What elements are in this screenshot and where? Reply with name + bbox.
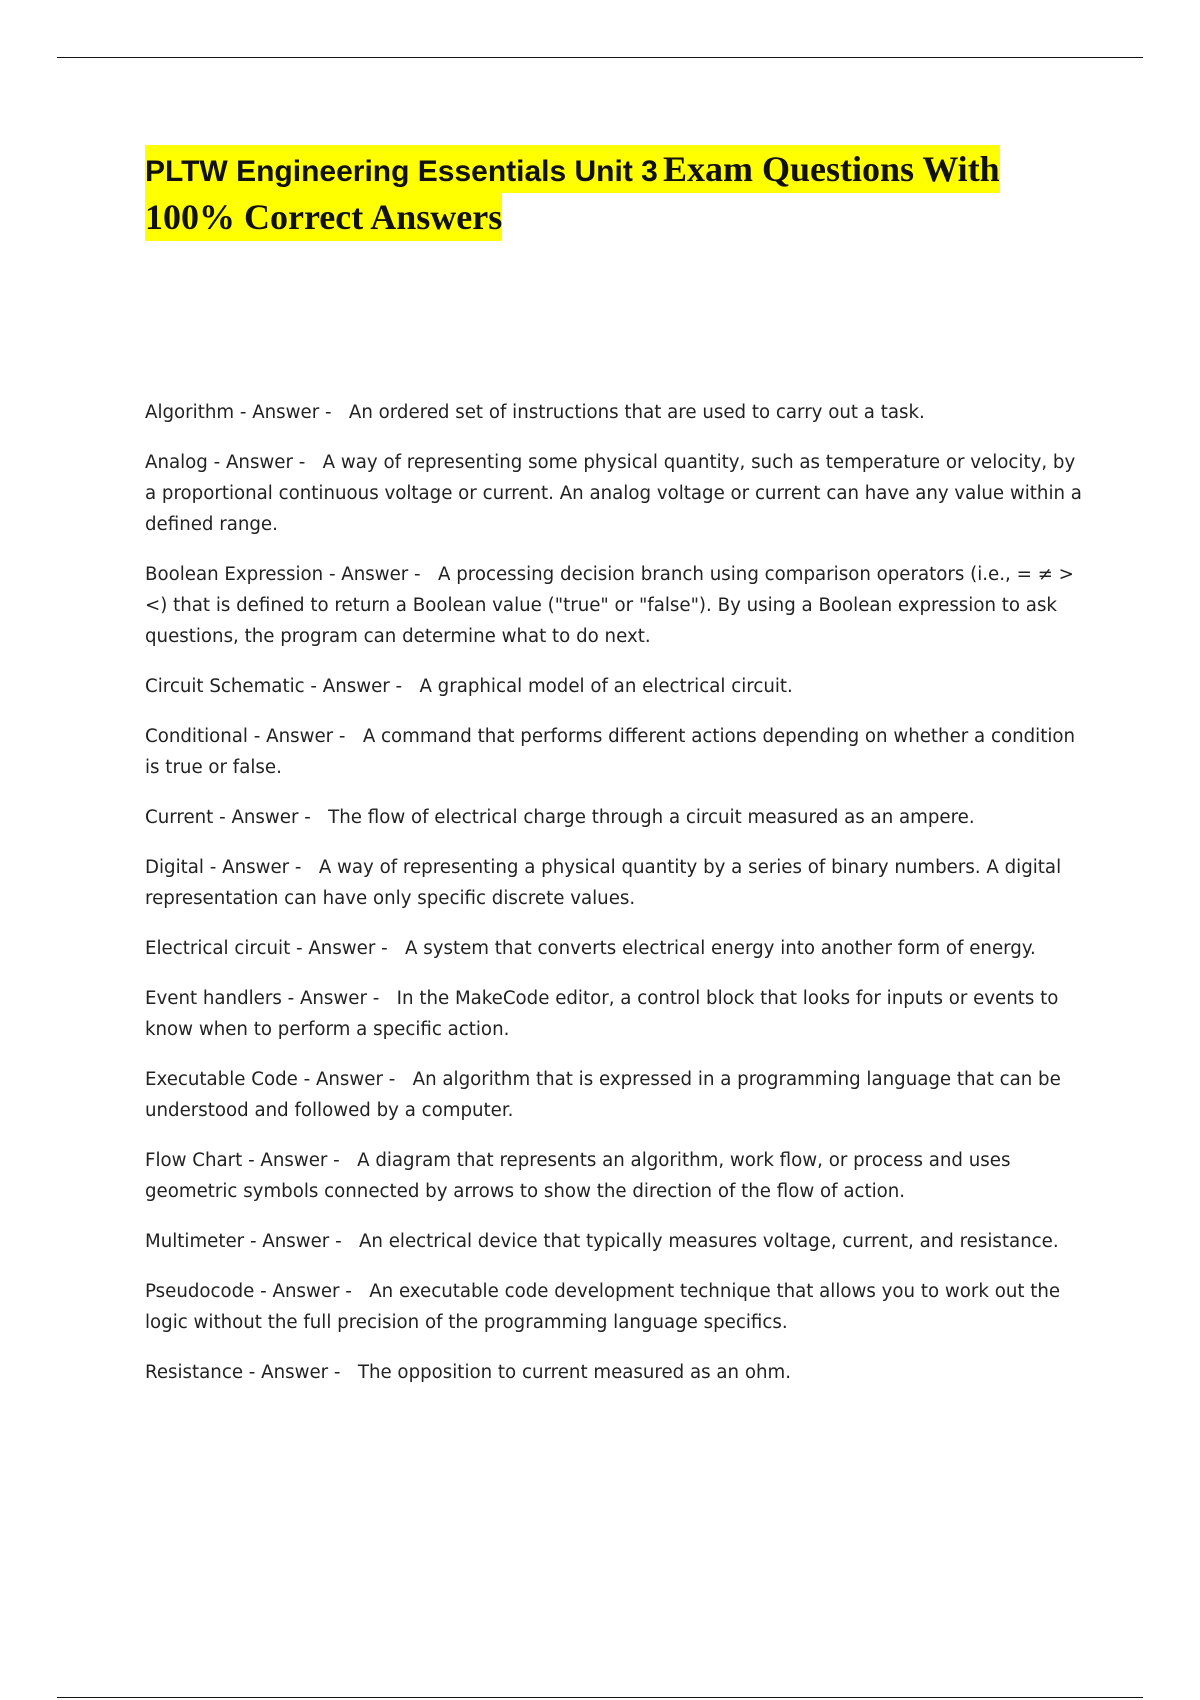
glossary-term: Circuit Schematic [145, 676, 305, 697]
glossary-term: Algorithm [145, 402, 235, 423]
glossary-list [145, 397, 1090, 1407]
glossary-definition: A way of representing some physical quantity, such as temperature or velocity, by a proportional continuous voltage or current. An analog voltage or current can have any value within a defined range. [145, 452, 1082, 535]
glossary-definition: The opposition to current measured as an ohm. [357, 1362, 792, 1383]
glossary-term: Boolean Expression [145, 564, 324, 585]
title-line-1 [145, 145, 1085, 193]
answer-separator: - Answer - [234, 402, 349, 423]
glossary-term: Multimeter [145, 1231, 245, 1252]
glossary-entry [145, 559, 1090, 652]
title-line-2 [145, 193, 1085, 241]
title-part-sans: PLTW Engineering Essentials Unit 3 [145, 155, 658, 188]
top-rule [57, 57, 1143, 58]
glossary-entry [145, 1276, 1090, 1338]
answer-separator: - Answer - [244, 1231, 359, 1252]
document-title [145, 145, 1085, 241]
answer-separator: - Answer - [248, 726, 363, 747]
glossary-entry [145, 802, 1090, 833]
answer-separator: - Answer - [290, 938, 406, 959]
glossary-term: Event handlers [145, 988, 282, 1009]
answer-separator: - Answer - [213, 807, 329, 828]
glossary-entry [145, 1145, 1090, 1207]
glossary-entry [145, 933, 1090, 964]
glossary-term: Analog [145, 452, 208, 473]
glossary-definition: An executable code development technique that allows you to work out the logic without the full precision of the programming language specifics. [145, 1281, 1061, 1333]
glossary-definition: A diagram that represents an algorithm, work flow, or process and uses geometric symbols connected by arrows to show the direction of the flow of action. [145, 1150, 1011, 1202]
glossary-definition: In the MakeCode editor, a control block that looks for inputs or events to know when to perform a specific action. [145, 988, 1059, 1040]
glossary-term: Digital [145, 857, 204, 878]
glossary-definition: A graphical model of an electrical circuit. [419, 676, 793, 697]
answer-separator: - Answer - [297, 1069, 413, 1090]
answer-separator: - Answer - [243, 1362, 358, 1383]
title-highlight-2 [145, 193, 502, 241]
answer-separator: - Answer - [281, 988, 397, 1009]
glossary-entry [145, 852, 1090, 914]
glossary-definition: The flow of electrical charge through a circuit measured as an ampere. [328, 807, 975, 828]
glossary-term: Executable Code [145, 1069, 298, 1090]
glossary-term: Conditional [145, 726, 248, 747]
glossary-entry [145, 1226, 1090, 1257]
glossary-definition: A system that converts electrical energy into another form of energy. [405, 938, 1036, 959]
bottom-rule [57, 1697, 1143, 1698]
glossary-definition: A way of representing a physical quantity by a series of binary numbers. A digital representation can have only specific discrete values. [145, 857, 1062, 909]
glossary-definition: An electrical device that typically measures voltage, current, and resistance. [358, 1231, 1059, 1252]
answer-separator: - Answer - [242, 1150, 358, 1171]
answer-separator: - Answer - [323, 564, 438, 585]
glossary-entry [145, 983, 1090, 1045]
glossary-term: Pseudocode [145, 1281, 255, 1302]
glossary-entry [145, 1064, 1090, 1126]
glossary-entry [145, 397, 1090, 428]
glossary-definition: An algorithm that is expressed in a programming language that can be understood and followed by a computer. [145, 1069, 1061, 1121]
title-part-serif-2: 100% Correct Answers [145, 197, 503, 237]
answer-separator: - Answer - [304, 676, 420, 697]
glossary-entry [145, 447, 1090, 540]
glossary-definition: A processing decision branch using comparison operators (i.e., = ≠ > <) that is defined to return a Boolean value ("true" or "false"). By using a Boolean expression to ask questions, the program can determine what to do next. [145, 564, 1074, 647]
title-highlight-1 [145, 145, 1000, 193]
glossary-entry [145, 721, 1090, 783]
glossary-term: Resistance [145, 1362, 244, 1383]
glossary-entry [145, 671, 1090, 702]
answer-separator: - Answer - [204, 857, 319, 878]
glossary-definition: An ordered set of instructions that are used to carry out a task. [348, 402, 925, 423]
answer-separator: - Answer - [207, 452, 323, 473]
glossary-term: Flow Chart [145, 1150, 243, 1171]
glossary-term: Current [145, 807, 214, 828]
glossary-entry [145, 1357, 1090, 1388]
glossary-term: Electrical circuit [145, 938, 291, 959]
glossary-definition: A command that performs different actions depending on whether a condition is true or false. [145, 726, 1076, 778]
title-part-serif: Exam Questions With [662, 149, 1000, 189]
answer-separator: - Answer - [254, 1281, 370, 1302]
